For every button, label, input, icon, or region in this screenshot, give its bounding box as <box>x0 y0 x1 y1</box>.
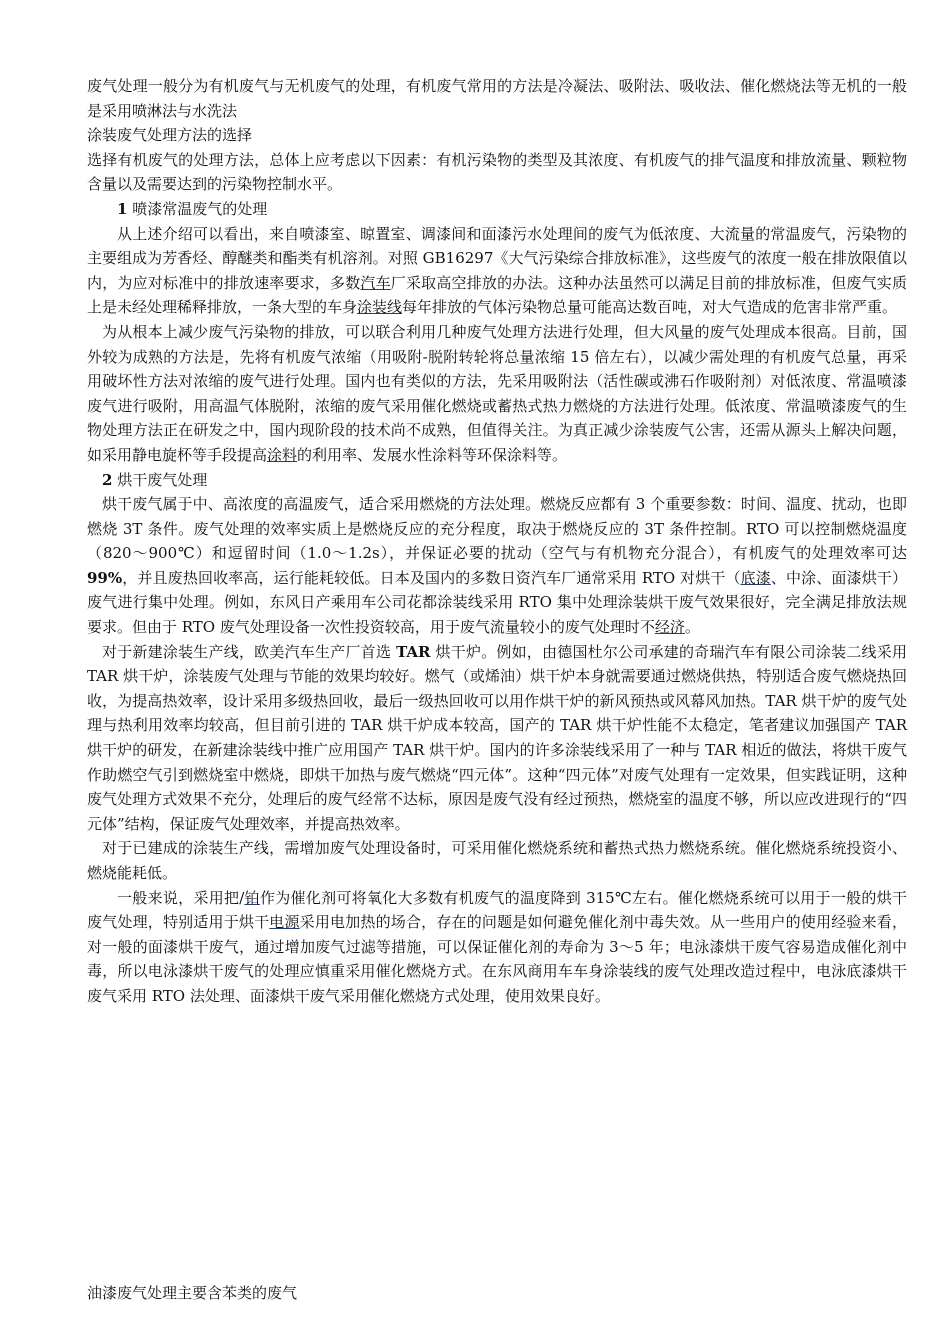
paragraph-drying-exhaust <box>87 492 907 640</box>
link-paint[interactable]: 涂料 <box>267 445 298 464</box>
section-title: 涂装废气处理方法的选择 <box>87 126 253 145</box>
heading-2-text: 烘干废气处理 <box>112 470 208 489</box>
text-run: 。 <box>684 618 700 637</box>
paragraph-tar-oven <box>87 640 907 837</box>
text-run: 从上述介绍可以看出，来自喷漆室、晾置室、调漆间和面漆污水处理间的废气为低浓度、大流量的常温废气，污染物的主要组成为芳香烃、醇醚类和酯类有机溶剂。对照 GB16297《大气污染综合排放标准》，这些废气的浓度一般在排放限值以内，为应对标准中的排放速率要求，多数 <box>87 224 907 292</box>
text-run: 作为催化剂可将氧化大多数有机废气的温度降到 315℃左右。催化燃烧系统可以用于一般的烘干废气处理，特别适用于烘干 <box>87 888 907 932</box>
footer-line: 油漆废气处理主要含苯类的废气 <box>87 1284 298 1302</box>
text-run: 为从根本上减少废气污染物的排放，可以联合利用几种废气处理方法进行处理，但大风量的废气处理成本很高。目前，国外较为成熟的方法是，先将有机废气浓缩（用吸附-脱附转轮将总量浓缩 15 倍左右），以减少需处理的有机废气总量，再采用破坏性方法对浓缩的废气进行处理。国内也有类似的方法，先采用吸附法（活性碳或沸石作吸附剂）对低浓度、常温喷漆废气进行吸附，用高温气体脱附，浓缩的废气采用催化燃烧或蓄热式热力燃烧的方法进行处理。低浓度、常温喷漆废气的生物处理方法正在研发之中，国内现阶段的技术尚不成熟，但值得关注。为真正减少涂装废气公害，还需从源头上解决问题，如采用静电旋杯等手段提高 <box>87 322 907 464</box>
link-coating-line[interactable]: 涂装线 <box>357 298 403 317</box>
link-primer[interactable]: 底漆 <box>740 568 771 587</box>
tar-bold: TAR <box>396 642 431 661</box>
text-run: 厂采取高空排放的办法。这种办法虽然可以满足目前的排放标准，但废气实质上是未经处理稀释排放，一条大型的车身 <box>87 273 907 317</box>
paragraph-catalyst <box>87 886 907 1009</box>
text-run: 对于新建涂装生产线，欧美汽车生产厂首选 <box>102 642 397 661</box>
text-run: 烘干废气属于中、高浓度的高温废气，适合采用燃烧的方法处理。燃烧反应都有 3 个重要参数：时间、温度、扰动，也即燃烧 3T 条件。废气处理的效率实质上是燃烧反应的充分程度，取决于燃烧反应的 3T 条件控制。RTO 可以控制燃烧温度（820～900℃）和逗留时间（1.0～1.2s），并保证必要的扰动（空气与有机物充分混合），有机废气的处理效率可达 <box>87 495 907 563</box>
text-run: 烘干炉。例如，由德国杜尔公司承建的奇瑞汽车有限公司涂装二线采用 TAR 烘干炉，涂装废气处理与节能的效果均较好。燃气（或烯油）烘干炉本身就需要通过燃烧供热，特别适合废气燃烧热回收，为提高热效率，设计采用多级热回收，最后一级热回收可以用作烘干炉的新风预热或风幕风加热。TAR 烘干炉的废气处理与热利用效率均较高，但目前引进的 TAR 烘干炉成本较高，国产的 TAR 烘干炉性能不太稳定，笔者建议加强国产 TAR 烘干炉的研发，在新建涂装线中推广应用国产 TAR 烘干炉。国内的许多涂装线采用了一种与 TAR 相近的做法，将烘干废气作助燃空气引到燃烧室中燃烧，即烘干加热与废气燃烧“四元体”。这种“四元体”对废气处理有一定效果，但实践证明，这种废气处理方式效果不充分，处理后的废气经常不达标，原因是废气没有经过预热，燃烧室的温度不够，所以应改进现行的“四元体”结构，保证废气处理效率，并提高热效率。 <box>87 642 907 833</box>
link-power-source[interactable]: 电源 <box>269 913 300 932</box>
selection-paragraph: 选择有机废气的处理方法，总体上应考虑以下因素：有机污染物的类型及其浓度、有机废气的排气温度和排放流量、颗粒物含量以及需要达到的污染物控制水平。 <box>87 150 907 194</box>
text-run: ，并且废热回收率高，运行能耗较低。日本及国内的多数日资汽车厂通常采用 RTO 对烘干（ <box>122 568 741 587</box>
intro-paragraph: 废气处理一般分为有机废气与无机废气的处理，有机废气常用的方法是冷凝法、吸附法、吸收法、催化燃烧法等无机的一般是采用喷淋法与水洗法 <box>87 77 907 120</box>
link-economy[interactable]: 经济 <box>654 618 685 637</box>
heading-1-number: 1 <box>117 199 128 218</box>
paragraph-concentration <box>87 320 907 468</box>
paragraph-existing-lines: 对于已建成的涂装生产线，需增加废气处理设备时，可采用催化燃烧系统和蓄热式热力燃烧系统。催化燃烧系统投资小、燃烧能耗低。 <box>87 839 907 882</box>
text-run: 一般来说，采用把/ <box>117 888 245 907</box>
link-car[interactable]: 汽车 <box>360 273 391 292</box>
efficiency-value: 99% <box>87 568 123 587</box>
heading-2 <box>87 468 907 493</box>
text-run: 、中涂、面漆烘干）废气进行集中处理。例如，东风日产乘用车公司花都涂装线采用 RTO 集中处理涂装烘干废气效果很好，完全满足排放法规要求。但由于 RTO 废气处理设备一次性投资较高，用于废气流量较小的废气处理时不 <box>87 568 907 637</box>
text-run: 采用电加热的场合，存在的问题是如何避免催化剂中毒失效。从一些用户的使用经验来看，对一般的面漆烘干废气，通过增加废气过滤等措施，可以保证催化剂的寿命为 3～5 年；电泳漆烘干废气容易造成催化剂中毒，所以电泳漆烘干废气的处理应慎重采用催化燃烧方式。在东风商用车车身涂装线的废气处理改造过程中，电泳底漆烘干废气采用 RTO 法处理、面漆烘干废气采用催化燃烧方式处理，使用效果良好。 <box>87 913 907 1005</box>
text-run: 的利用率、发展水性涂料等环保涂料等。 <box>297 445 568 464</box>
link-platinum[interactable]: 铂 <box>244 888 260 907</box>
heading-1-text: 喷漆常温废气的处理 <box>127 199 268 218</box>
paragraph-spray-room <box>87 222 907 320</box>
heading-2-number: 2 <box>102 470 113 489</box>
text-run: 每年排放的气体污染物总量可能高达数百吨，对大气造成的危害非常严重。 <box>402 298 898 317</box>
document-body <box>87 74 907 1009</box>
heading-1 <box>87 197 907 222</box>
